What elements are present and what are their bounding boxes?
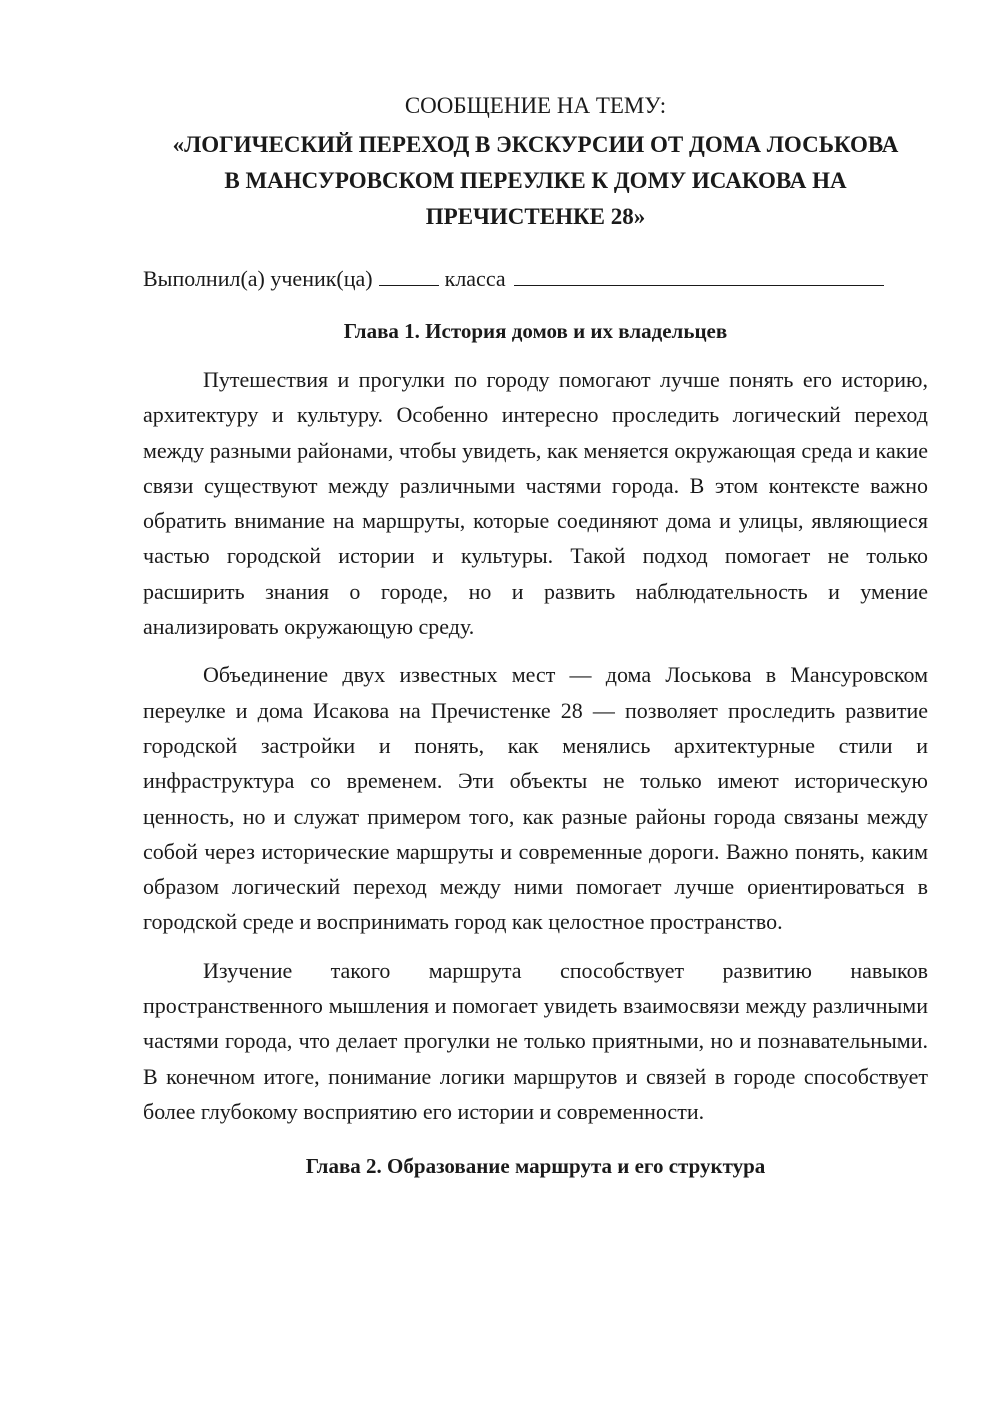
chapter-1-title: Глава 1. История домов и их владельцев xyxy=(343,319,728,343)
document-page xyxy=(143,88,928,1181)
document-header: СООБЩЕНИЕ НА ТЕМУ: xyxy=(404,93,667,118)
title-line-1: «ЛОГИЧЕСКИЙ ПЕРЕХОД В ЭКСКУРСИИ ОТ ДОМА ЛОСЬКОВА xyxy=(172,132,899,157)
author-class-label: класса xyxy=(444,266,506,291)
title-line-3: ПРЕЧИСТЕНКЕ 28» xyxy=(425,204,646,229)
paragraph-2: Объединение двух известных мест — дома Лоськова в Мансуровском переулке и дома Исакова на Пречистенке 28 — позволяет проследить развитие городской застройки и понять, как менялись архитектурные стили и инфраструктура со временем. Эти объекты не только имеют историческую ценность, но и служат примером того, как разные районы города связаны между собой через исторические маршруты и современные дороги. Важно понять, каким образом логический переход между ними помогает лучше ориентироваться в городской среде и воспринимать город как целостное пространство. xyxy=(143,662,928,935)
document-title xyxy=(143,127,928,235)
paragraph-3: Изучение такого маршрута способствует развитию навыков пространственного мышления и помогает увидеть взаимосвязи между различными частями города, что делает прогулки не только приятными, но и познавательными. В конечном итоге, понимание логики маршрутов и связей в городе способствует более глубокому восприятию его истории и современности. xyxy=(143,957,928,1124)
title-line-2: В МАНСУРОВСКОМ ПЕРЕУЛКЕ К ДОМУ ИСАКОВА НА xyxy=(224,168,847,193)
paragraph-1: Путешествия и прогулки по городу помогают лучше понять его историю, архитектуру и культуру. Особенно интересно проследить логический переход между разными районами, чтобы увидеть, как меняется окружающая среда и какие связи существуют между различными частями города. В этом контексте важно обратить внимание на маршруты, которые соединяют дома и улицы, являющиеся частью городской истории и культуры. Такой подход помогает не только расширить знания о городе, но и развить наблюдательность и умение анализировать окружающую среду. xyxy=(143,367,928,640)
class-blank xyxy=(379,263,439,286)
chapter-2-title: Глава 2. Образование маршрута и его структура xyxy=(305,1154,766,1179)
author-line xyxy=(143,263,928,294)
name-blank xyxy=(514,263,884,286)
author-prefix: Выполнил(а) ученик(ца) xyxy=(143,266,373,291)
